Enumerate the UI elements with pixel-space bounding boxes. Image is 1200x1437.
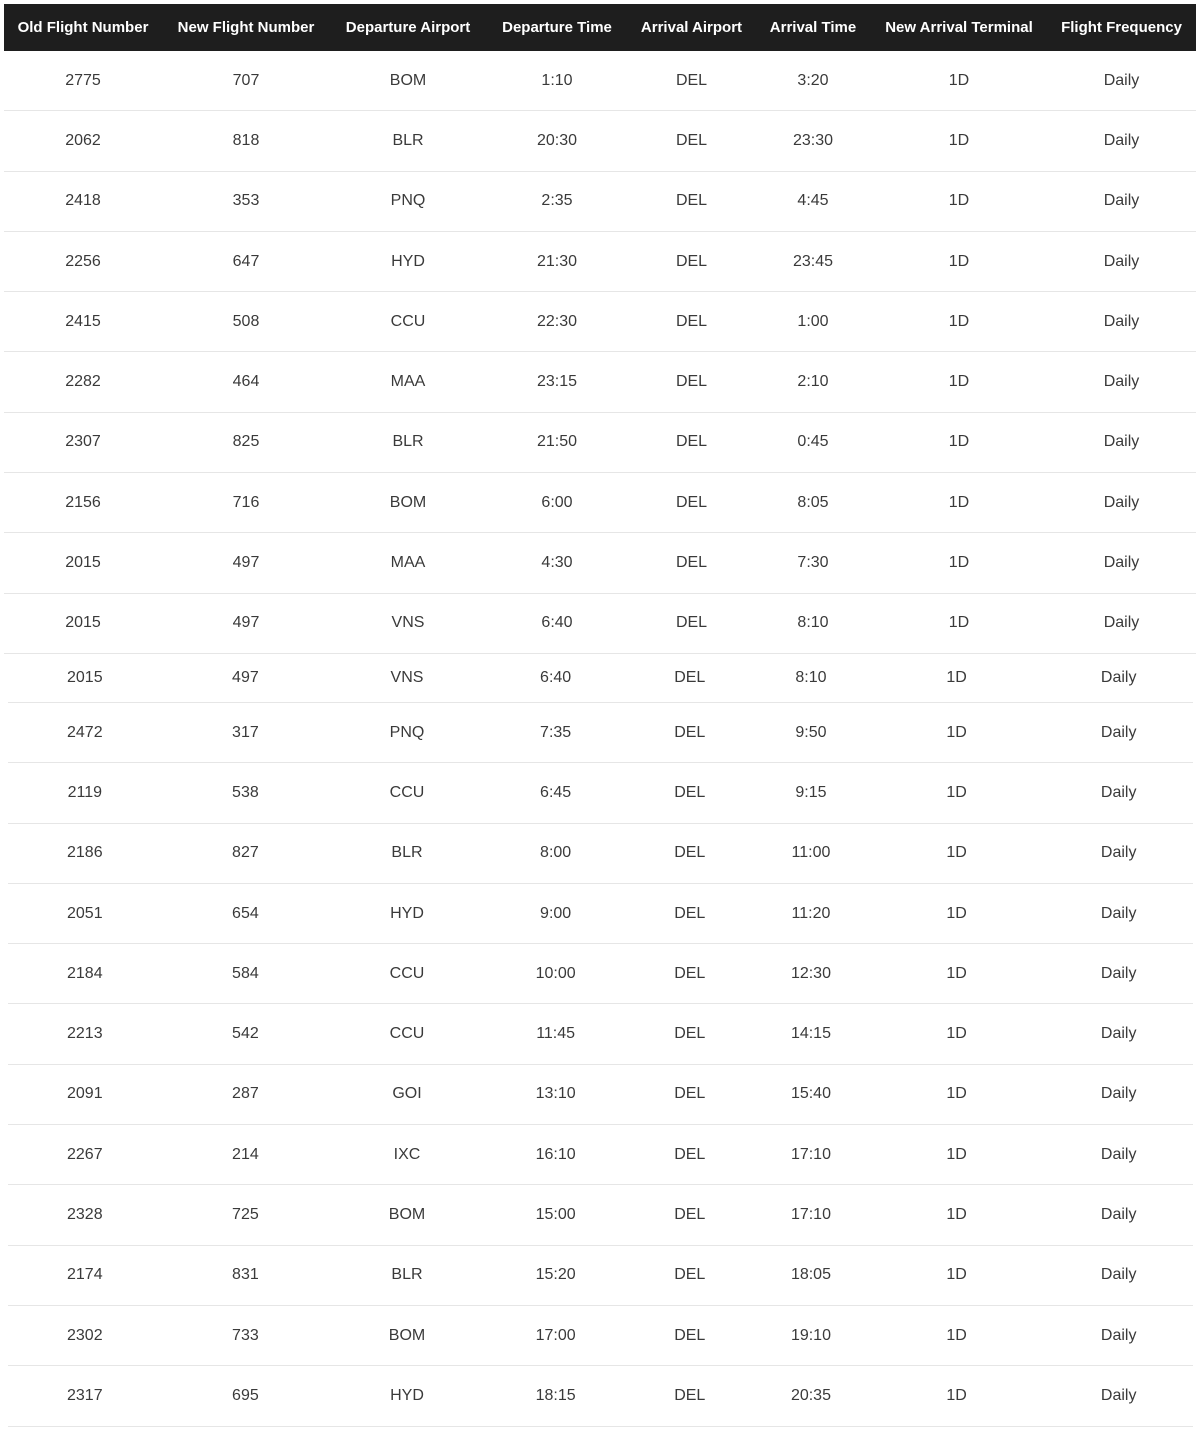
- cell-departure-airport: CCU: [389, 1025, 425, 1043]
- cell-old-flight-number: 2015: [65, 554, 101, 572]
- cell-departure-time: 21:50: [536, 433, 578, 451]
- header-old-flight-number: Old Flight Number: [17, 19, 149, 36]
- cell-arrival-time: 4:45: [797, 192, 829, 210]
- cell-departure-airport: BLR: [392, 433, 424, 451]
- cell-new-arrival-terminal: 1D: [946, 668, 967, 686]
- cell-departure-airport: MAA: [390, 373, 426, 391]
- cell-old-flight-number: 2091: [67, 1085, 103, 1103]
- cell-new-arrival-terminal: 1D: [946, 1085, 967, 1103]
- cell-departure-airport: GOI: [392, 1085, 422, 1103]
- cell-departure-airport: BLR: [392, 131, 424, 149]
- cell-new-flight-number: 542: [232, 1025, 259, 1043]
- flight-schedule-table: [4, 4, 1196, 1427]
- cell-departure-airport: BOM: [389, 493, 427, 511]
- table-row: [8, 1185, 1193, 1245]
- cell-new-flight-number: 733: [232, 1326, 259, 1344]
- table-row: [4, 51, 1196, 111]
- cell-new-arrival-terminal: 1D: [946, 844, 967, 862]
- table-row: [8, 824, 1193, 884]
- cell-flight-frequency: Daily: [1103, 373, 1140, 391]
- cell-new-flight-number: 707: [232, 71, 260, 89]
- table-row: [8, 1125, 1193, 1185]
- cell-flight-frequency: Daily: [1100, 1386, 1137, 1404]
- table-row: [8, 1306, 1193, 1366]
- cell-flight-frequency: Daily: [1100, 668, 1137, 686]
- cell-new-arrival-terminal: 1D: [948, 131, 970, 149]
- cell-new-arrival-terminal: 1D: [946, 904, 967, 922]
- cell-new-arrival-terminal: 1D: [948, 192, 970, 210]
- cell-arrival-time: 0:45: [797, 433, 829, 451]
- table-row: [8, 884, 1193, 944]
- cell-new-flight-number: 831: [232, 1266, 259, 1284]
- cell-departure-time: 22:30: [536, 312, 578, 330]
- cell-departure-airport: BLR: [391, 844, 423, 862]
- cell-arrival-airport: DEL: [674, 844, 706, 862]
- cell-flight-frequency: Daily: [1100, 1266, 1137, 1284]
- cell-new-flight-number: 654: [232, 904, 259, 922]
- cell-arrival-airport: DEL: [674, 723, 706, 741]
- cell-arrival-airport: DEL: [675, 71, 708, 89]
- cell-departure-time: 2:35: [541, 192, 573, 210]
- cell-flight-frequency: Daily: [1100, 904, 1137, 922]
- cell-departure-airport: HYD: [390, 904, 424, 922]
- cell-departure-airport: PNQ: [390, 192, 426, 210]
- cell-arrival-airport: DEL: [675, 433, 708, 451]
- cell-old-flight-number: 2775: [65, 71, 101, 89]
- cell-arrival-airport: DEL: [675, 493, 708, 511]
- cell-arrival-airport: DEL: [674, 1205, 706, 1223]
- cell-arrival-airport: DEL: [674, 1025, 706, 1043]
- table-row: [8, 944, 1193, 1004]
- cell-departure-airport: BOM: [388, 1326, 426, 1344]
- cell-departure-time: 15:00: [535, 1205, 576, 1223]
- cell-departure-airport: BOM: [388, 1205, 426, 1223]
- cell-arrival-time: 8:05: [797, 493, 829, 511]
- cell-departure-time: 9:00: [540, 904, 572, 922]
- cell-old-flight-number: 2119: [67, 783, 102, 801]
- cell-new-flight-number: 214: [232, 1145, 259, 1163]
- table-row: [4, 292, 1196, 352]
- cell-arrival-airport: DEL: [675, 614, 708, 632]
- cell-new-flight-number: 497: [232, 554, 260, 572]
- cell-new-flight-number: 464: [232, 373, 260, 391]
- cell-new-arrival-terminal: 1D: [946, 964, 967, 982]
- cell-new-arrival-terminal: 1D: [946, 723, 967, 741]
- cell-arrival-time: 15:40: [790, 1085, 831, 1103]
- cell-flight-frequency: Daily: [1100, 1145, 1137, 1163]
- cell-new-flight-number: 827: [232, 844, 259, 862]
- header-flight-frequency: Flight Frequency: [1061, 19, 1182, 36]
- cell-arrival-time: 12:30: [790, 964, 831, 982]
- cell-arrival-time: 2:10: [797, 373, 829, 391]
- cell-new-arrival-terminal: 1D: [946, 783, 967, 801]
- cell-arrival-time: 23:45: [792, 252, 834, 270]
- table-row: [4, 473, 1196, 533]
- cell-new-flight-number: 818: [232, 131, 260, 149]
- cell-arrival-time: 7:30: [797, 554, 829, 572]
- cell-flight-frequency: Daily: [1103, 433, 1140, 451]
- cell-arrival-time: 1:00: [797, 312, 829, 330]
- cell-new-arrival-terminal: 1D: [946, 1025, 967, 1043]
- cell-new-arrival-terminal: 1D: [946, 1266, 967, 1284]
- cell-old-flight-number: 2051: [67, 904, 103, 922]
- cell-departure-time: 6:40: [540, 668, 572, 686]
- cell-old-flight-number: 2015: [65, 614, 101, 632]
- cell-old-flight-number: 2156: [65, 493, 101, 511]
- table-row: [8, 654, 1193, 703]
- cell-new-flight-number: 353: [232, 192, 260, 210]
- cell-arrival-time: 17:10: [790, 1205, 831, 1223]
- cell-departure-airport: IXC: [393, 1145, 421, 1163]
- cell-arrival-airport: DEL: [674, 1085, 706, 1103]
- cell-new-flight-number: 317: [232, 723, 259, 741]
- cell-old-flight-number: 2418: [65, 192, 101, 210]
- cell-departure-airport: HYD: [391, 252, 425, 270]
- cell-departure-airport: VNS: [390, 668, 424, 686]
- cell-departure-time: 17:00: [535, 1326, 576, 1344]
- table-row: [4, 111, 1196, 171]
- cell-arrival-airport: DEL: [674, 668, 706, 686]
- header-departure-airport: Departure Airport: [345, 19, 471, 36]
- cell-old-flight-number: 2282: [65, 373, 101, 391]
- cell-arrival-airport: DEL: [674, 1145, 706, 1163]
- cell-flight-frequency: Daily: [1103, 493, 1140, 511]
- table-header: [4, 4, 1196, 51]
- cell-new-flight-number: 287: [232, 1085, 259, 1103]
- cell-new-flight-number: 584: [232, 964, 259, 982]
- cell-departure-time: 7:35: [540, 723, 572, 741]
- table-body-lower: [8, 654, 1193, 1427]
- cell-arrival-time: 3:20: [797, 71, 829, 89]
- cell-flight-frequency: Daily: [1103, 614, 1140, 632]
- cell-new-flight-number: 538: [232, 783, 259, 801]
- cell-arrival-airport: DEL: [675, 252, 708, 270]
- cell-departure-airport: CCU: [389, 783, 425, 801]
- cell-flight-frequency: Daily: [1103, 71, 1140, 89]
- table-row: [8, 1004, 1193, 1064]
- cell-new-arrival-terminal: 1D: [948, 433, 970, 451]
- cell-arrival-airport: DEL: [674, 904, 706, 922]
- header-arrival-airport: Arrival Airport: [640, 19, 743, 36]
- cell-new-arrival-terminal: 1D: [946, 1386, 967, 1404]
- cell-flight-frequency: Daily: [1100, 1085, 1137, 1103]
- cell-arrival-airport: DEL: [674, 783, 706, 801]
- cell-new-flight-number: 497: [232, 668, 259, 686]
- cell-departure-time: 18:15: [535, 1386, 576, 1404]
- cell-new-flight-number: 716: [232, 493, 260, 511]
- cell-new-arrival-terminal: 1D: [946, 1145, 967, 1163]
- cell-departure-time: 13:10: [535, 1085, 576, 1103]
- cell-departure-time: 10:00: [535, 964, 576, 982]
- cell-new-flight-number: 725: [232, 1205, 259, 1223]
- table-row: [8, 1366, 1193, 1426]
- cell-arrival-airport: DEL: [675, 554, 708, 572]
- table-row: [4, 413, 1196, 473]
- cell-arrival-time: 11:00: [791, 844, 831, 862]
- cell-departure-time: 1:10: [541, 71, 573, 89]
- cell-departure-time: 21:30: [536, 252, 578, 270]
- cell-arrival-time: 8:10: [797, 614, 829, 632]
- table-row: [8, 1065, 1193, 1125]
- cell-flight-frequency: Daily: [1103, 131, 1140, 149]
- cell-arrival-time: 23:30: [792, 131, 834, 149]
- cell-flight-frequency: Daily: [1103, 312, 1140, 330]
- cell-new-flight-number: 825: [232, 433, 260, 451]
- cell-departure-airport: HYD: [390, 1386, 424, 1404]
- table-row: [8, 703, 1193, 763]
- cell-arrival-time: 17:10: [790, 1145, 831, 1163]
- cell-arrival-time: 11:20: [791, 904, 831, 922]
- cell-new-flight-number: 647: [232, 252, 260, 270]
- cell-old-flight-number: 2174: [67, 1266, 103, 1284]
- cell-departure-airport: VNS: [391, 614, 425, 632]
- cell-departure-airport: BOM: [389, 71, 427, 89]
- cell-flight-frequency: Daily: [1103, 192, 1140, 210]
- cell-arrival-airport: DEL: [675, 373, 708, 391]
- cell-arrival-time: 19:10: [790, 1326, 831, 1344]
- cell-new-arrival-terminal: 1D: [948, 312, 970, 330]
- cell-departure-airport: CCU: [390, 312, 426, 330]
- cell-departure-airport: PNQ: [389, 723, 425, 741]
- table-row: [4, 232, 1196, 292]
- table-row: [4, 352, 1196, 412]
- cell-arrival-airport: DEL: [674, 1326, 706, 1344]
- cell-old-flight-number: 2256: [65, 252, 101, 270]
- cell-departure-airport: MAA: [390, 554, 426, 572]
- cell-new-arrival-terminal: 1D: [946, 1326, 967, 1344]
- cell-departure-time: 6:00: [541, 493, 573, 511]
- header-new-arrival-terminal: New Arrival Terminal: [885, 19, 1033, 36]
- header-arrival-time: Arrival Time: [769, 19, 857, 36]
- cell-departure-airport: CCU: [389, 964, 425, 982]
- cell-new-arrival-terminal: 1D: [948, 493, 970, 511]
- cell-departure-time: 6:45: [540, 783, 572, 801]
- cell-new-arrival-terminal: 1D: [948, 614, 970, 632]
- cell-departure-time: 20:30: [536, 131, 578, 149]
- cell-arrival-airport: DEL: [674, 1266, 706, 1284]
- cell-old-flight-number: 2302: [67, 1326, 103, 1344]
- table-row: [4, 594, 1196, 654]
- cell-departure-time: 4:30: [541, 554, 573, 572]
- cell-old-flight-number: 2307: [65, 433, 101, 451]
- header-departure-time: Departure Time: [502, 19, 612, 36]
- cell-new-arrival-terminal: 1D: [948, 71, 970, 89]
- table-row: [8, 1246, 1193, 1306]
- cell-new-arrival-terminal: 1D: [948, 554, 970, 572]
- table-row: [8, 763, 1193, 823]
- cell-old-flight-number: 2015: [67, 668, 103, 686]
- cell-arrival-time: 20:35: [790, 1386, 831, 1404]
- cell-old-flight-number: 2267: [67, 1145, 103, 1163]
- cell-departure-time: 15:20: [535, 1266, 576, 1284]
- cell-new-flight-number: 508: [232, 312, 260, 330]
- cell-arrival-airport: DEL: [675, 131, 708, 149]
- cell-old-flight-number: 2184: [67, 964, 103, 982]
- cell-arrival-airport: DEL: [675, 312, 708, 330]
- cell-old-flight-number: 2317: [67, 1386, 103, 1404]
- table-row: [4, 172, 1196, 232]
- cell-departure-time: 11:45: [536, 1025, 576, 1043]
- cell-old-flight-number: 2328: [67, 1205, 103, 1223]
- cell-flight-frequency: Daily: [1100, 1326, 1137, 1344]
- cell-new-flight-number: 695: [232, 1386, 259, 1404]
- cell-departure-time: 23:15: [536, 373, 578, 391]
- cell-flight-frequency: Daily: [1100, 1025, 1137, 1043]
- table-row: [4, 533, 1196, 593]
- cell-flight-frequency: Daily: [1100, 723, 1137, 741]
- cell-arrival-time: 9:15: [795, 783, 827, 801]
- cell-arrival-airport: DEL: [674, 964, 706, 982]
- cell-departure-airport: BLR: [391, 1266, 423, 1284]
- cell-new-arrival-terminal: 1D: [948, 252, 970, 270]
- cell-flight-frequency: Daily: [1103, 252, 1140, 270]
- header-new-flight-number: New Flight Number: [177, 19, 315, 36]
- cell-old-flight-number: 2415: [65, 312, 101, 330]
- cell-arrival-time: 8:10: [795, 668, 827, 686]
- cell-departure-time: 6:40: [541, 614, 573, 632]
- cell-flight-frequency: Daily: [1103, 554, 1140, 572]
- cell-flight-frequency: Daily: [1100, 1205, 1137, 1223]
- cell-flight-frequency: Daily: [1100, 783, 1137, 801]
- cell-departure-time: 16:10: [535, 1145, 576, 1163]
- cell-old-flight-number: 2186: [67, 844, 103, 862]
- cell-departure-time: 8:00: [540, 844, 572, 862]
- cell-arrival-airport: DEL: [674, 1386, 706, 1404]
- cell-new-arrival-terminal: 1D: [946, 1205, 967, 1223]
- cell-new-arrival-terminal: 1D: [948, 373, 970, 391]
- cell-old-flight-number: 2472: [67, 723, 103, 741]
- cell-new-flight-number: 497: [232, 614, 260, 632]
- cell-flight-frequency: Daily: [1100, 844, 1137, 862]
- cell-arrival-airport: DEL: [675, 192, 708, 210]
- cell-old-flight-number: 2062: [65, 131, 101, 149]
- table-body-upper: [4, 51, 1196, 654]
- cell-flight-frequency: Daily: [1100, 964, 1137, 982]
- cell-arrival-time: 9:50: [795, 723, 827, 741]
- cell-arrival-time: 18:05: [790, 1266, 831, 1284]
- cell-arrival-time: 14:15: [790, 1025, 831, 1043]
- cell-old-flight-number: 2213: [67, 1025, 103, 1043]
